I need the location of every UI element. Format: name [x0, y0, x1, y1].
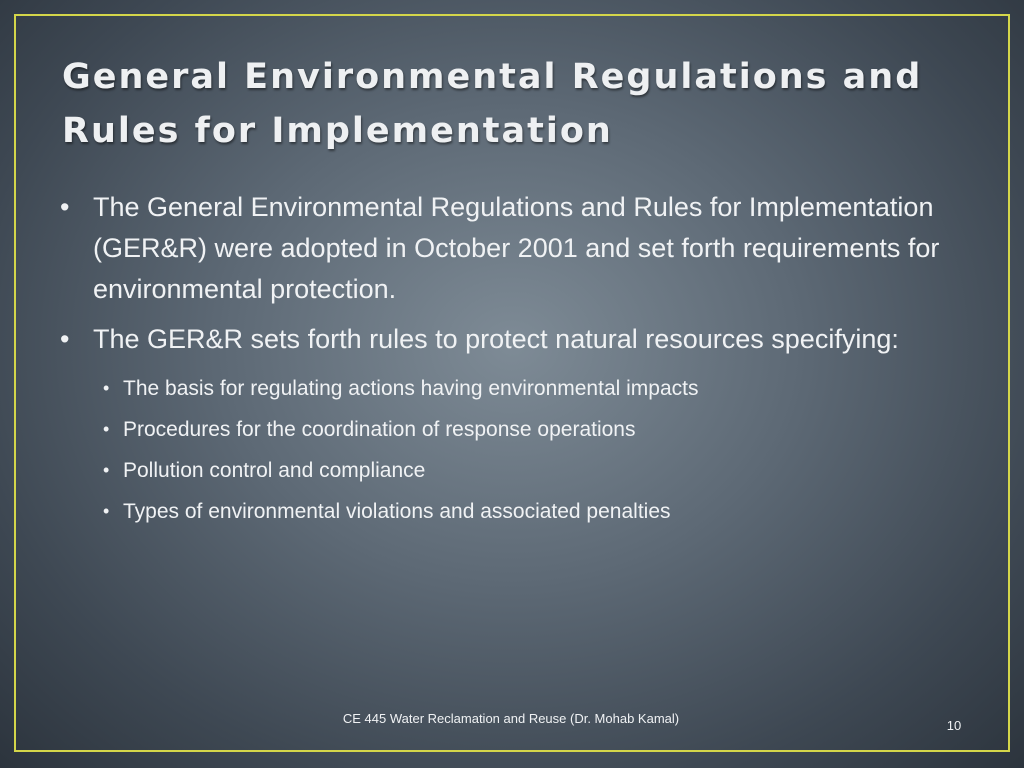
- slide-footer: CE 445 Water Reclamation and Reuse (Dr. Mohab Kamal): [342, 711, 680, 726]
- bullet-item-rules: [60, 319, 950, 532]
- slide-title: General Environmental Regulations and Rules for Implementation: [62, 57, 923, 151]
- page-number: 10: [946, 718, 962, 733]
- slide-content: [60, 187, 950, 541]
- sub-bullet-item: • Pollution control and compliance: [93, 450, 950, 491]
- sub-bullet-item: • The basis for regulating actions having environmental impacts: [93, 368, 950, 409]
- bullet-text: The GER&R sets forth rules to protect natural resources specifying:: [93, 324, 899, 354]
- bullet-text: The General Environmental Regulations and Rules for Implementation (GER&R) were adopted in October 2001 and set forth requirements for environmental protection.: [93, 192, 940, 304]
- sub-bullet-item: • Procedures for the coordination of response operations: [93, 409, 950, 450]
- sub-bullet-list: [93, 368, 950, 532]
- sub-bullet-item: • Types of environmental violations and associated penalties: [93, 491, 950, 532]
- bullet-item-adoption: [60, 187, 950, 310]
